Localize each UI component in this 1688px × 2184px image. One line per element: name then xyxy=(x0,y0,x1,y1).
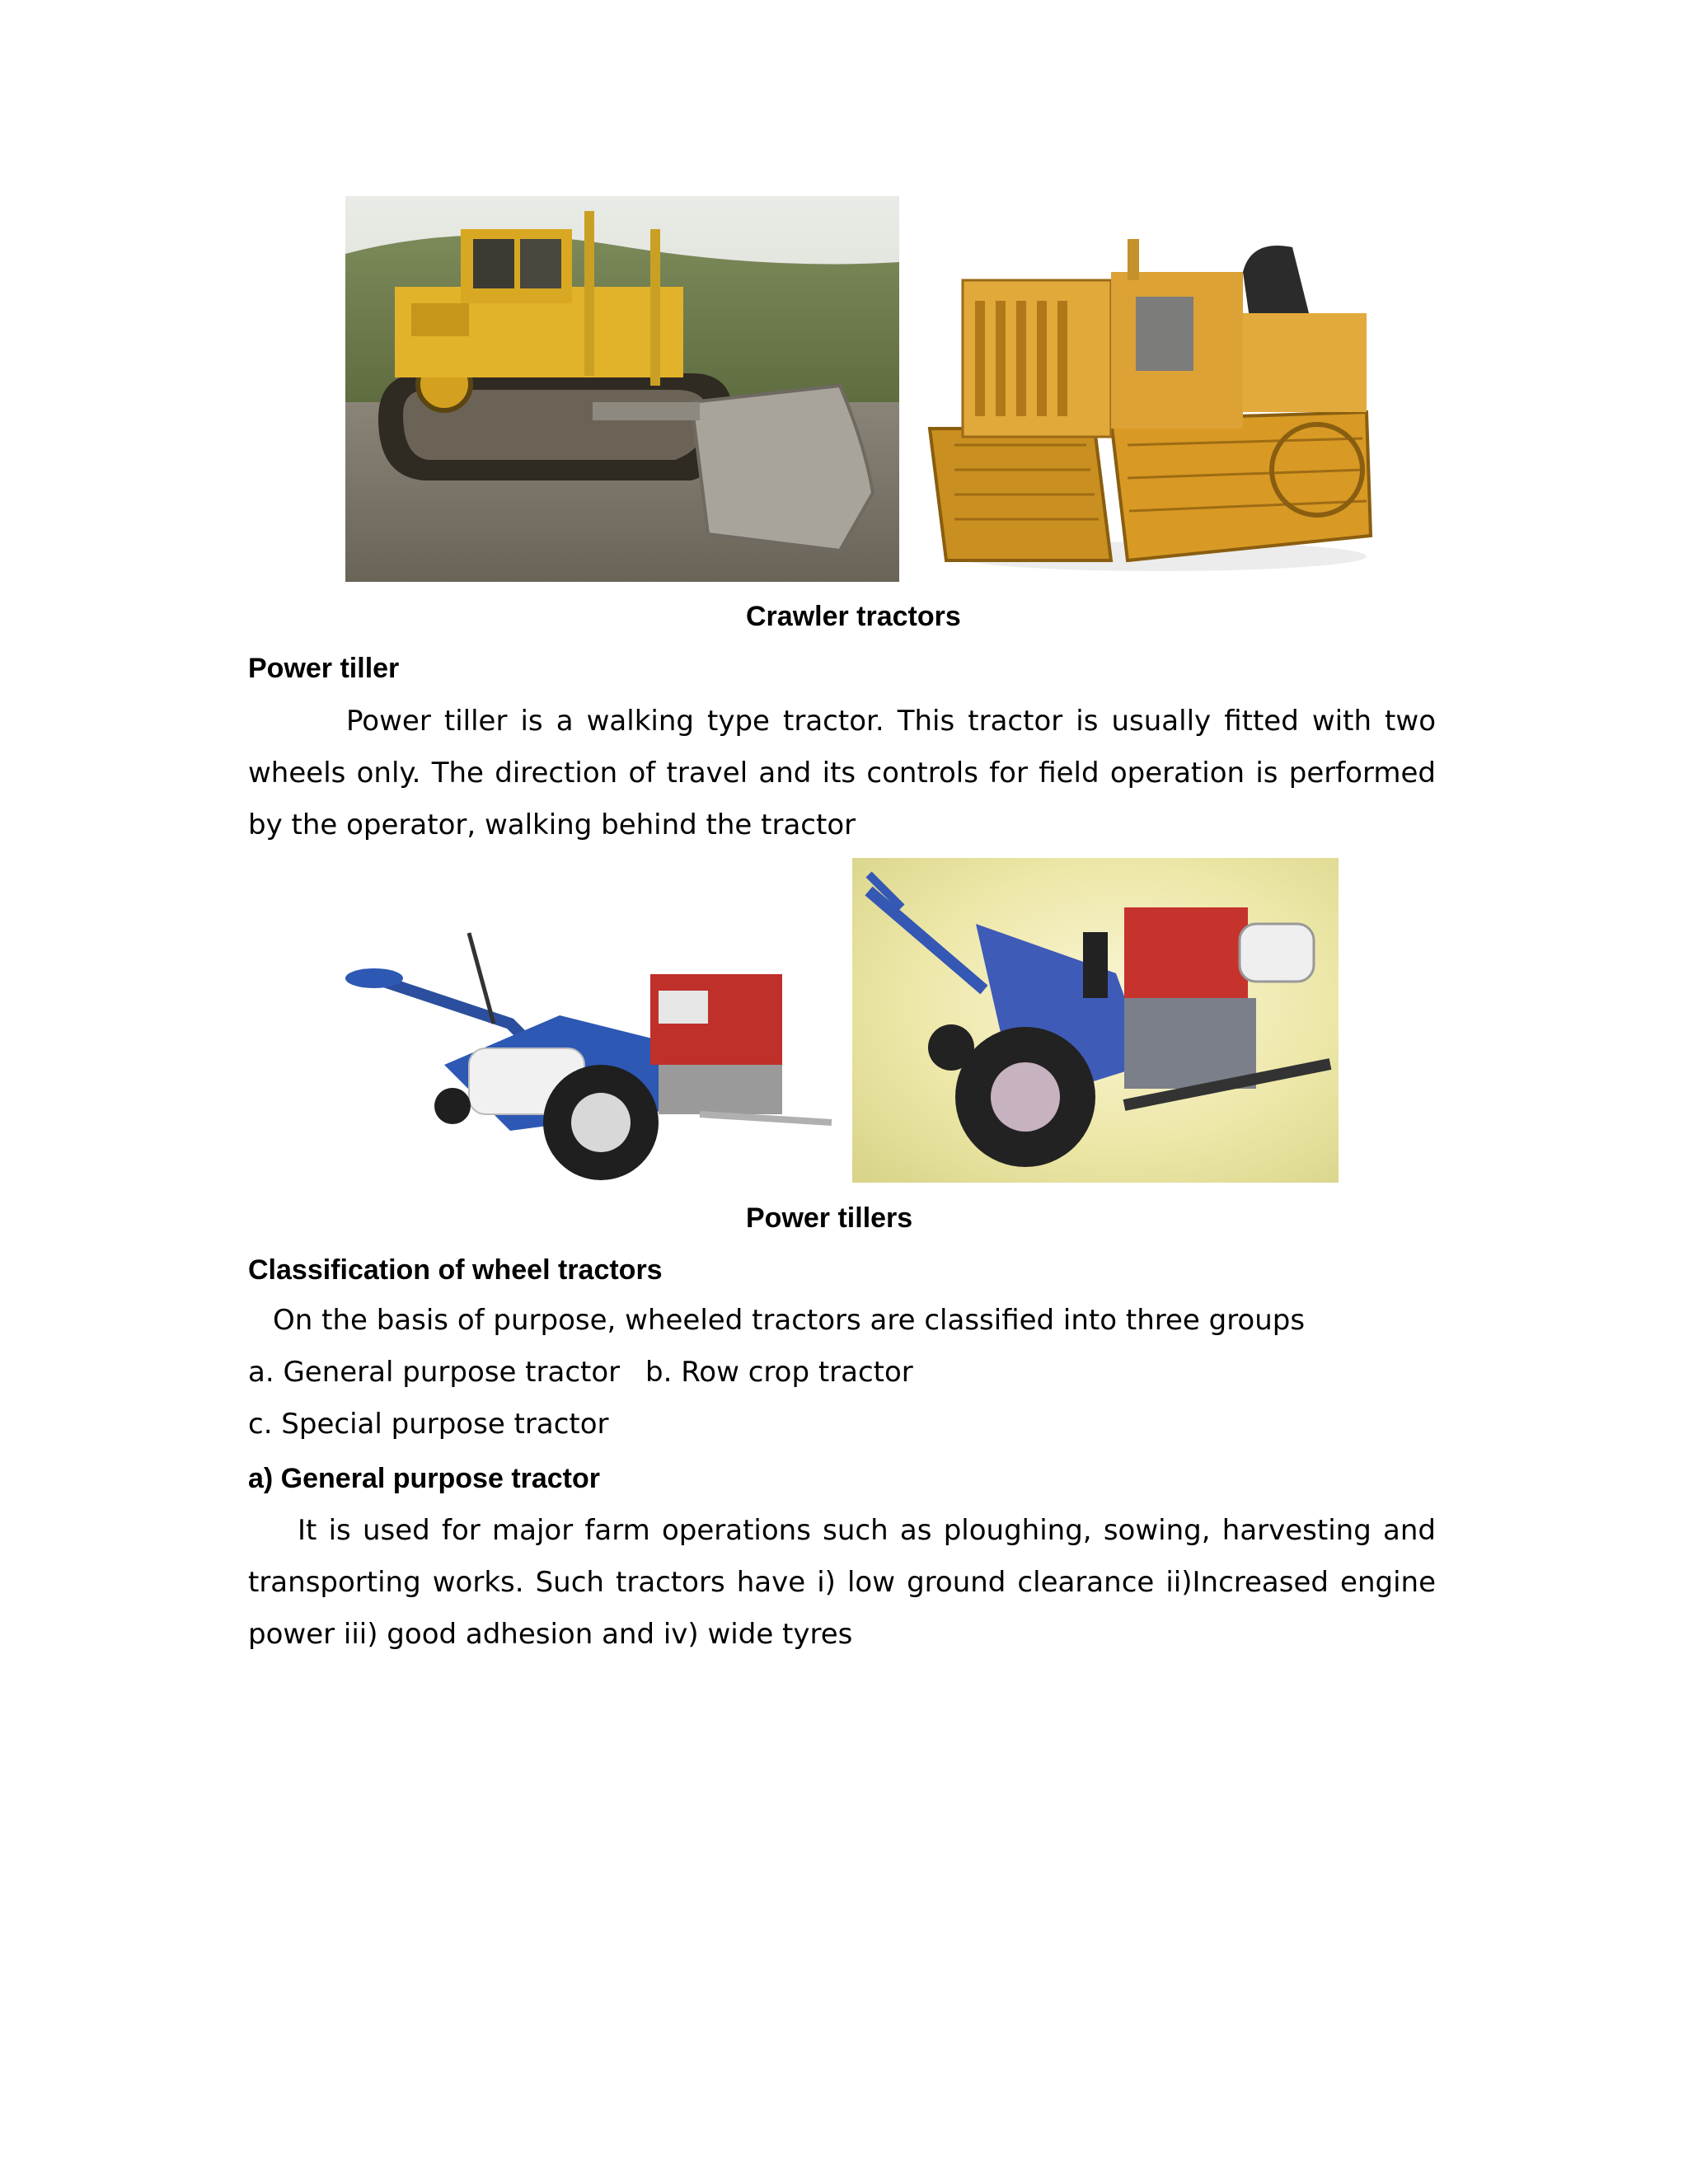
general-purpose-paragraph xyxy=(248,1505,1436,1661)
list-item-row-crop: b. Row crop tractor xyxy=(645,1356,913,1389)
general-purpose-body: It is used for major farm operations such as ploughing, sowing, harvesting and transporting works. Such tractors have i) low ground clearance ii)Increased engine power iii) good adhesion and iv) wide tyres xyxy=(248,1514,1436,1651)
classification-heading: Classification of wheel tractors xyxy=(248,1254,663,1286)
power-tiller-paragraph xyxy=(248,696,1436,851)
power-tiller-body: Power tiller is a walking type tractor. This tractor is usually fitted with two wheels only. The direction of travel and its controls for field operation is performed by the operator, walking behind the tractor xyxy=(248,705,1436,841)
list-item-special-purpose: c. Special purpose tractor xyxy=(248,1408,609,1441)
power-tillers-caption: Power tillers xyxy=(746,1202,913,1234)
crawler-tractors-caption: Crawler tractors xyxy=(746,601,961,632)
general-purpose-heading: a) General purpose tractor xyxy=(248,1463,601,1494)
crawler-tractor-model-photo xyxy=(921,223,1386,579)
classification-intro: On the basis of purpose, wheeled tractors are classified into three groups xyxy=(273,1304,1306,1337)
power-tiller-white-bg-photo xyxy=(345,900,840,1183)
power-tiller-heading: Power tiller xyxy=(248,653,400,684)
crawler-bulldozer-photo xyxy=(345,196,899,582)
list-item-general-purpose: a. General purpose tractor xyxy=(248,1356,621,1389)
power-tiller-yellow-bg-photo xyxy=(852,858,1339,1183)
